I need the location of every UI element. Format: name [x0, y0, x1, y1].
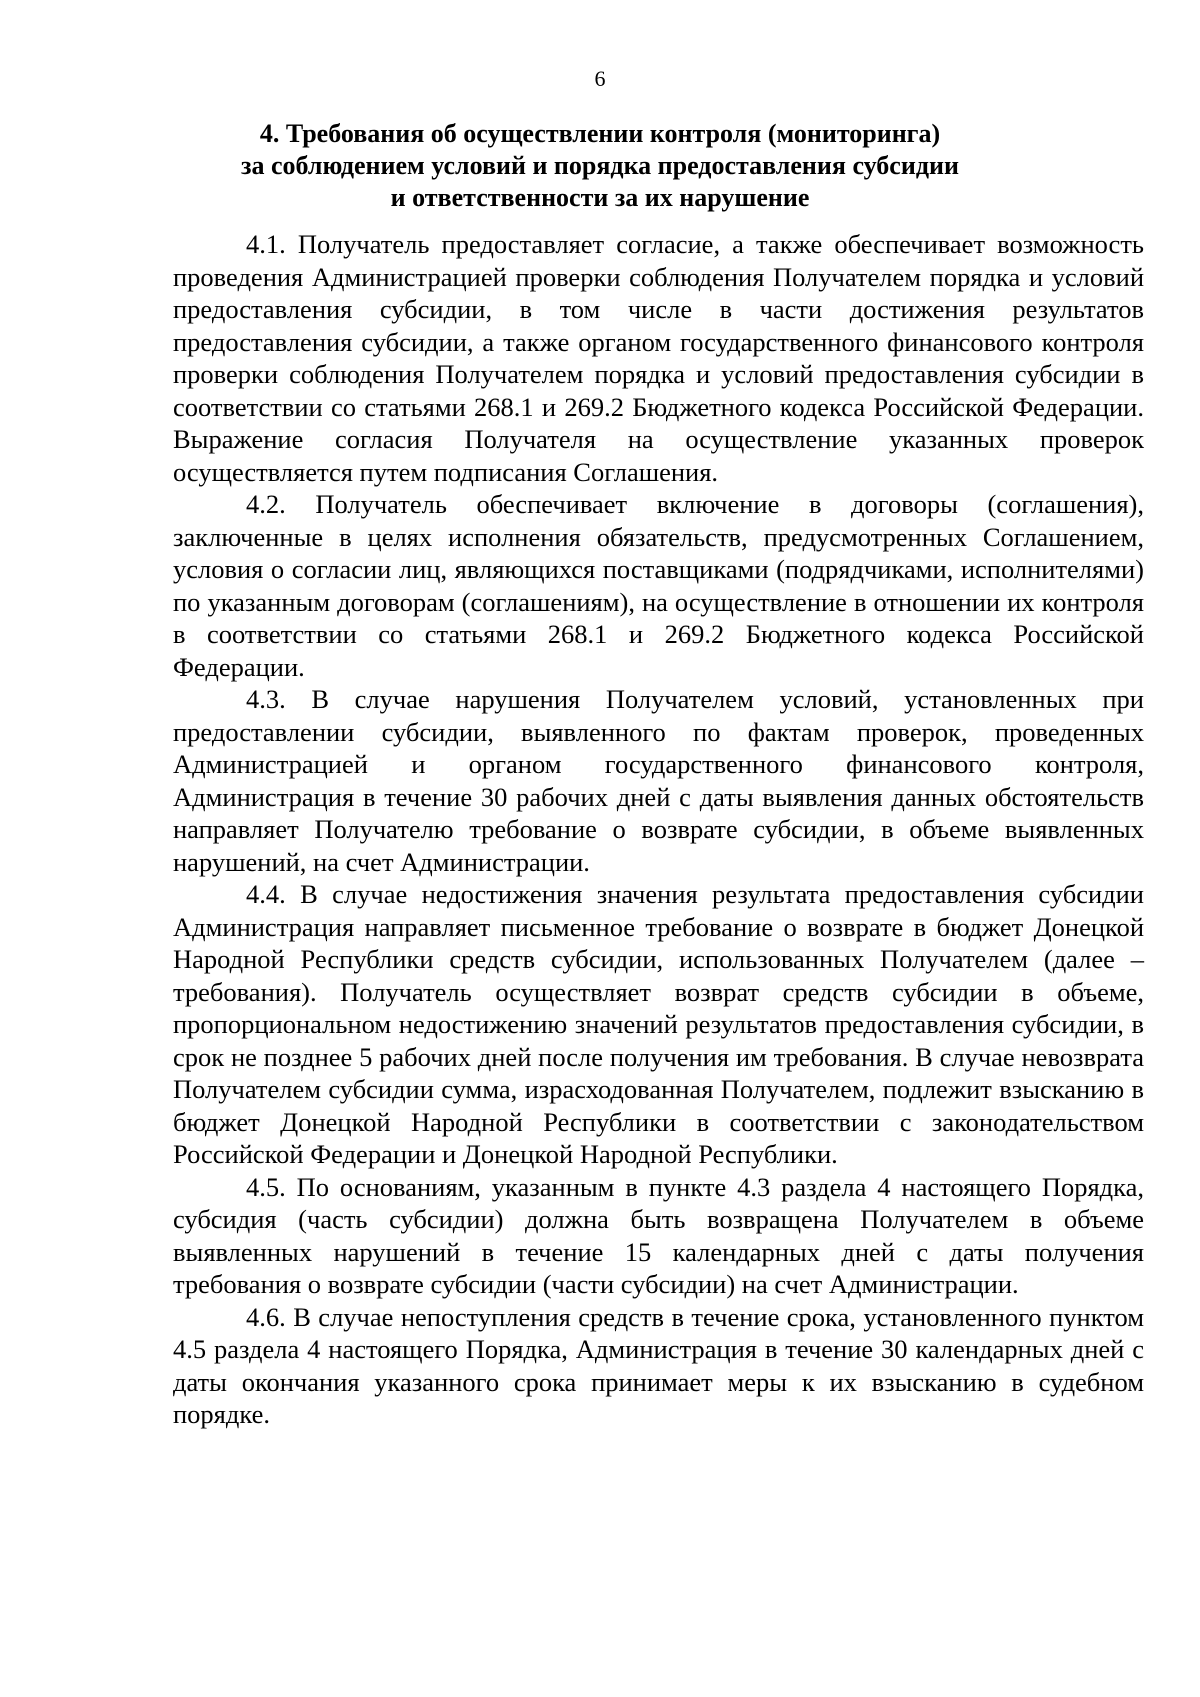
section-heading-line-3: и ответственности за их нарушение [390, 183, 810, 212]
paragraph-4-5: 4.5. По основаниям, указанным в пункте 4.3 раздела 4 настоящего Порядка, субсидия (часть субсидии) должна быть возвращена Получателем в объеме выявленных нарушений в течение 15 календарных дней с даты получения требования о возврате субсидии (части субсидии) на счет Администрации. [173, 1171, 1144, 1299]
paragraph-4-2: 4.2. Получатель обеспечивает включение в договоры (соглашения), заключенные в целях исполнения обязательств, предусмотренных Соглашением, условия о согласии лиц, являющихся поставщиками (подрядчиками, исполнителями) по указанным договорам (соглашениям), на осуществление в отношении их контроля в соответствии со статьями 268.1 и 269.2 Бюджетного кодекса Российской Федерации. [173, 489, 1144, 682]
paragraph-4-1: 4.1. Получатель предоставляет согласие, а также обеспечивает возможность проведения Администрацией проверки соблюдения Получателем порядка и условий предоставления субсидии, в том числе в части достижения результатов предоставления субсидии, а также органом государственного финансового контроля проверки соблюдения Получателем порядка и условий предоставления субсидии в соответствии со статьями 268.1 и 269.2 Бюджетного кодекса Российской Федерации. Выражение согласия Получателя на осуществление указанных проверок осуществляется путем подписания Соглашения. [173, 229, 1144, 487]
paragraph-4-4: 4.4. В случае недостижения значения результата предоставления субсидии Администрация направляет письменное требование о возврате в бюджет Донецкой Народной Республики средств субсидии, использованных Получателем (далее – требования). Получатель осуществляет возврат средств субсидии в объеме, пропорциональном недостижению значений результатов предоставления субсидии, в срок не позднее 5 рабочих дней после получения им требования. В случае невозврата Получателем субсидии сумма, израсходованная Получателем, подлежит взысканию в бюджет Донецкой Народной Республики в соответствии с законодательством Российской Федерации и Донецкой Народной Республики. [173, 879, 1144, 1169]
paragraph-4-3: 4.3. В случае нарушения Получателем условий, установленных при предоставлении субсидии, выявленного по фактам проверок, проведенных Администрацией и органом государственного финансового контроля, Администрация в течение 30 рабочих дней с даты выявления данных обстоятельств направляет Получателю требование о возврате субсидии, в объеме выявленных нарушений, на счет Администрации. [173, 684, 1144, 877]
page-number: 6 [594, 66, 606, 91]
section-heading [0, 118, 1200, 214]
section-heading-line-1: 4. Требования об осуществлении контроля (мониторинга) [259, 119, 941, 148]
document-body [173, 228, 1144, 1431]
section-heading-line-2: за соблюдением условий и порядка предоставления субсидии [241, 151, 959, 180]
paragraph-4-6: 4.6. В случае непоступления средств в течение срока, установленного пунктом 4.5 раздела 4 настоящего Порядка, Администрация в течение 30 календарных дней с даты окончания указанного срока принимает меры к их взысканию в судебном порядке. [173, 1301, 1144, 1429]
